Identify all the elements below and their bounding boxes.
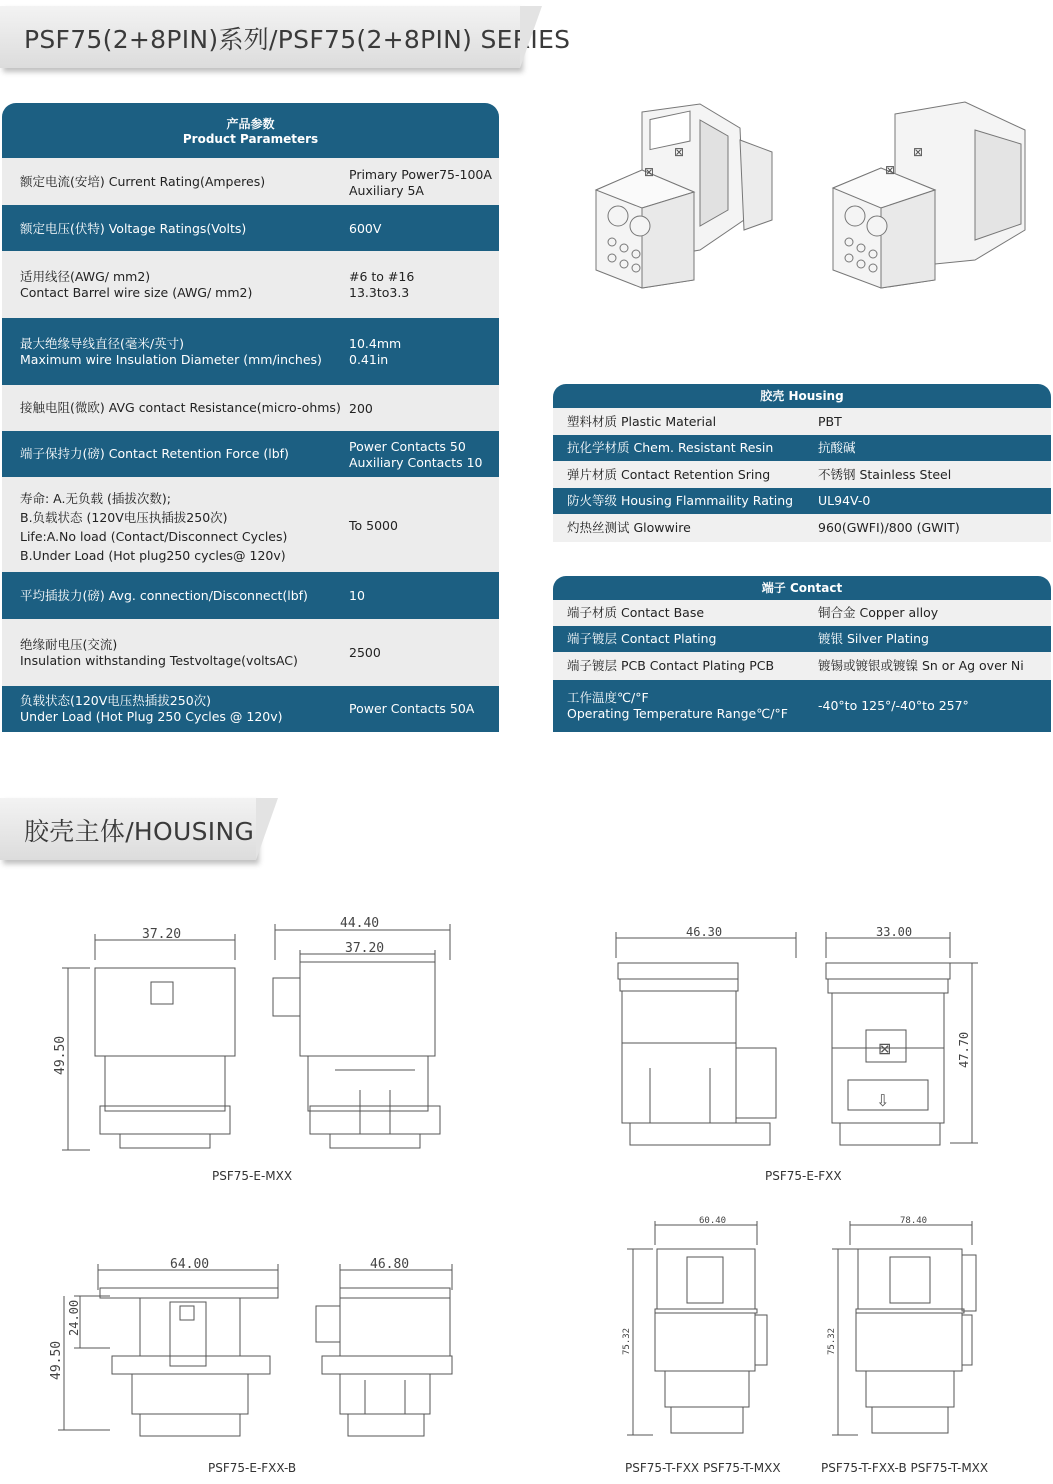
dim-width: 33.00 [876,925,913,939]
param-row: 适用线径(AWG/ mm2) Contact Barrel wire size (AWG/ mm2) #6 to #16 13.3to3.3 [2,251,499,318]
param-row: 平均插拔力(磅) Avg. connection/Disconnect(lbf) 10 [2,572,499,619]
contact-table-header: 端子 Contact [553,576,1051,600]
param-row: 端子保持力(磅) Contact Retention Force (lbf) Power Contacts 50 Auxiliary Contacts 10 [2,431,499,477]
dim-width: 46.80 [370,1257,410,1272]
series-banner [0,6,571,68]
dim-width: 64.00 [170,1257,210,1272]
drawing-psf75-e-mxx [40,910,460,1160]
dim-width: 46.30 [686,925,723,939]
param-row: 额定电流(安培) Current Rating(Amperes) Primary Power75-100A Auxiliary 5A [2,158,499,205]
contact-row: 端子镀层 PCB Contact Plating PCB 镀锡或镀银或镀镍 Sn or Ag over Ni [553,652,1051,680]
housing-title: 胶壳主体/HOUSING [24,817,255,846]
drawing-psf75-e-fxx [600,918,990,1153]
param-row: 寿命: A.无负载 (插拔次数); B.负载状态 (120V电压执插拔250次) Life:A.No load (Contact/Disconnect Cycles) B.Under Load (Hot plug250 cycles@ 120v) To 5000 [2,477,499,572]
contact-row: 端子镀层 Contact Plating 镀银 Silver Plating [553,626,1051,652]
contact-row: 工作温度℃/°F Operating Temperature Range℃/°F -40°to 125°/-40°to 257° [553,680,1051,732]
housing-row: 防火等级 Housing Flammaility Rating UL94V-0 [553,488,1051,514]
svg-text:⊠: ⊠ [644,165,655,179]
housing-row: 灼热丝测试 Glowwire 960(GWFI)/800 (GWIT) [553,514,1051,542]
dim-height: 24.00 [67,1299,81,1336]
dim-height: 75.32 [827,1327,837,1355]
product-parameters-header: 产品参数 Product Parameters [2,103,499,158]
housing-table-header: 胶壳 Housing [553,384,1051,408]
dim-width: 78.40 [900,1216,928,1226]
param-row: 绝缘耐电压(交流) Insulation withstanding Testvoltage(voltsAC) 2500 [2,619,499,686]
param-row: 最大绝缘导线直径(毫米/英寸) Maximum wire Insulation Diameter (mm/inches) 10.4mm 0.41in [2,318,499,385]
housing-table [553,384,1051,536]
drawing-psf75-t-fxx-b [820,1215,980,1440]
dim-width: 44.40 [340,916,380,931]
drawing-caption: PSF75-E-FXX-B [208,1461,297,1475]
contact-table [553,576,1051,721]
product-parameters-table [2,103,499,724]
svg-text:⊠: ⊠ [878,1039,892,1058]
dim-width: 37.20 [345,941,385,956]
drawing-caption: PSF75-T-FXX-B PSF75-T-MXX [821,1461,989,1475]
connector-photo-cable [825,100,1035,290]
dim-width: 37.20 [142,927,182,942]
housing-row: 塑料材质 Plastic Material PBT [553,408,1051,435]
drawing-caption: PSF75-T-FXX PSF75-T-MXX [625,1461,781,1475]
connector-photo-panel-mount [582,100,782,290]
dim-height: 49.50 [49,1340,64,1380]
contact-row: 端子材质 Contact Base 铜合金 Copper alloy [553,600,1051,626]
housing-banner [0,798,256,860]
param-row: 额定电压(伏特) Voltage Ratings(Volts) 600V [2,205,499,251]
dim-height: 75.32 [622,1327,632,1355]
drawing-psf75-e-fxx-b [40,1250,460,1450]
svg-text:⊠: ⊠ [913,145,924,159]
svg-text:⊠: ⊠ [674,145,685,159]
svg-text:⊠: ⊠ [885,163,896,177]
param-row: 接触电阻(微欧) AVG contact Resistance(micro-ohms) 200 [2,385,499,431]
series-title: PSF75(2+8PIN)系列/PSF75(2+8PIN) SERIES [24,25,571,54]
housing-row: 弹片材质 Contact Retention Sring 不锈钢 Stainless Steel [553,461,1051,488]
drawing-caption: PSF75-E-MXX [212,1169,293,1183]
param-row: 负载状态(120V电压热插拔250次) Under Load (Hot Plug 250 Cycles @ 120v) Power Contacts 50A [2,686,499,732]
drawing-caption: PSF75-E-FXX [765,1169,842,1183]
dim-height: 49.50 [53,1035,68,1075]
dim-height: 47.70 [957,1031,971,1068]
drawing-psf75-t-fxx [615,1215,775,1440]
svg-text:⇩: ⇩ [876,1091,890,1110]
dim-width: 60.40 [699,1216,727,1226]
housing-row: 抗化学材质 Chem. Resistant Resin 抗酸碱 [553,435,1051,461]
